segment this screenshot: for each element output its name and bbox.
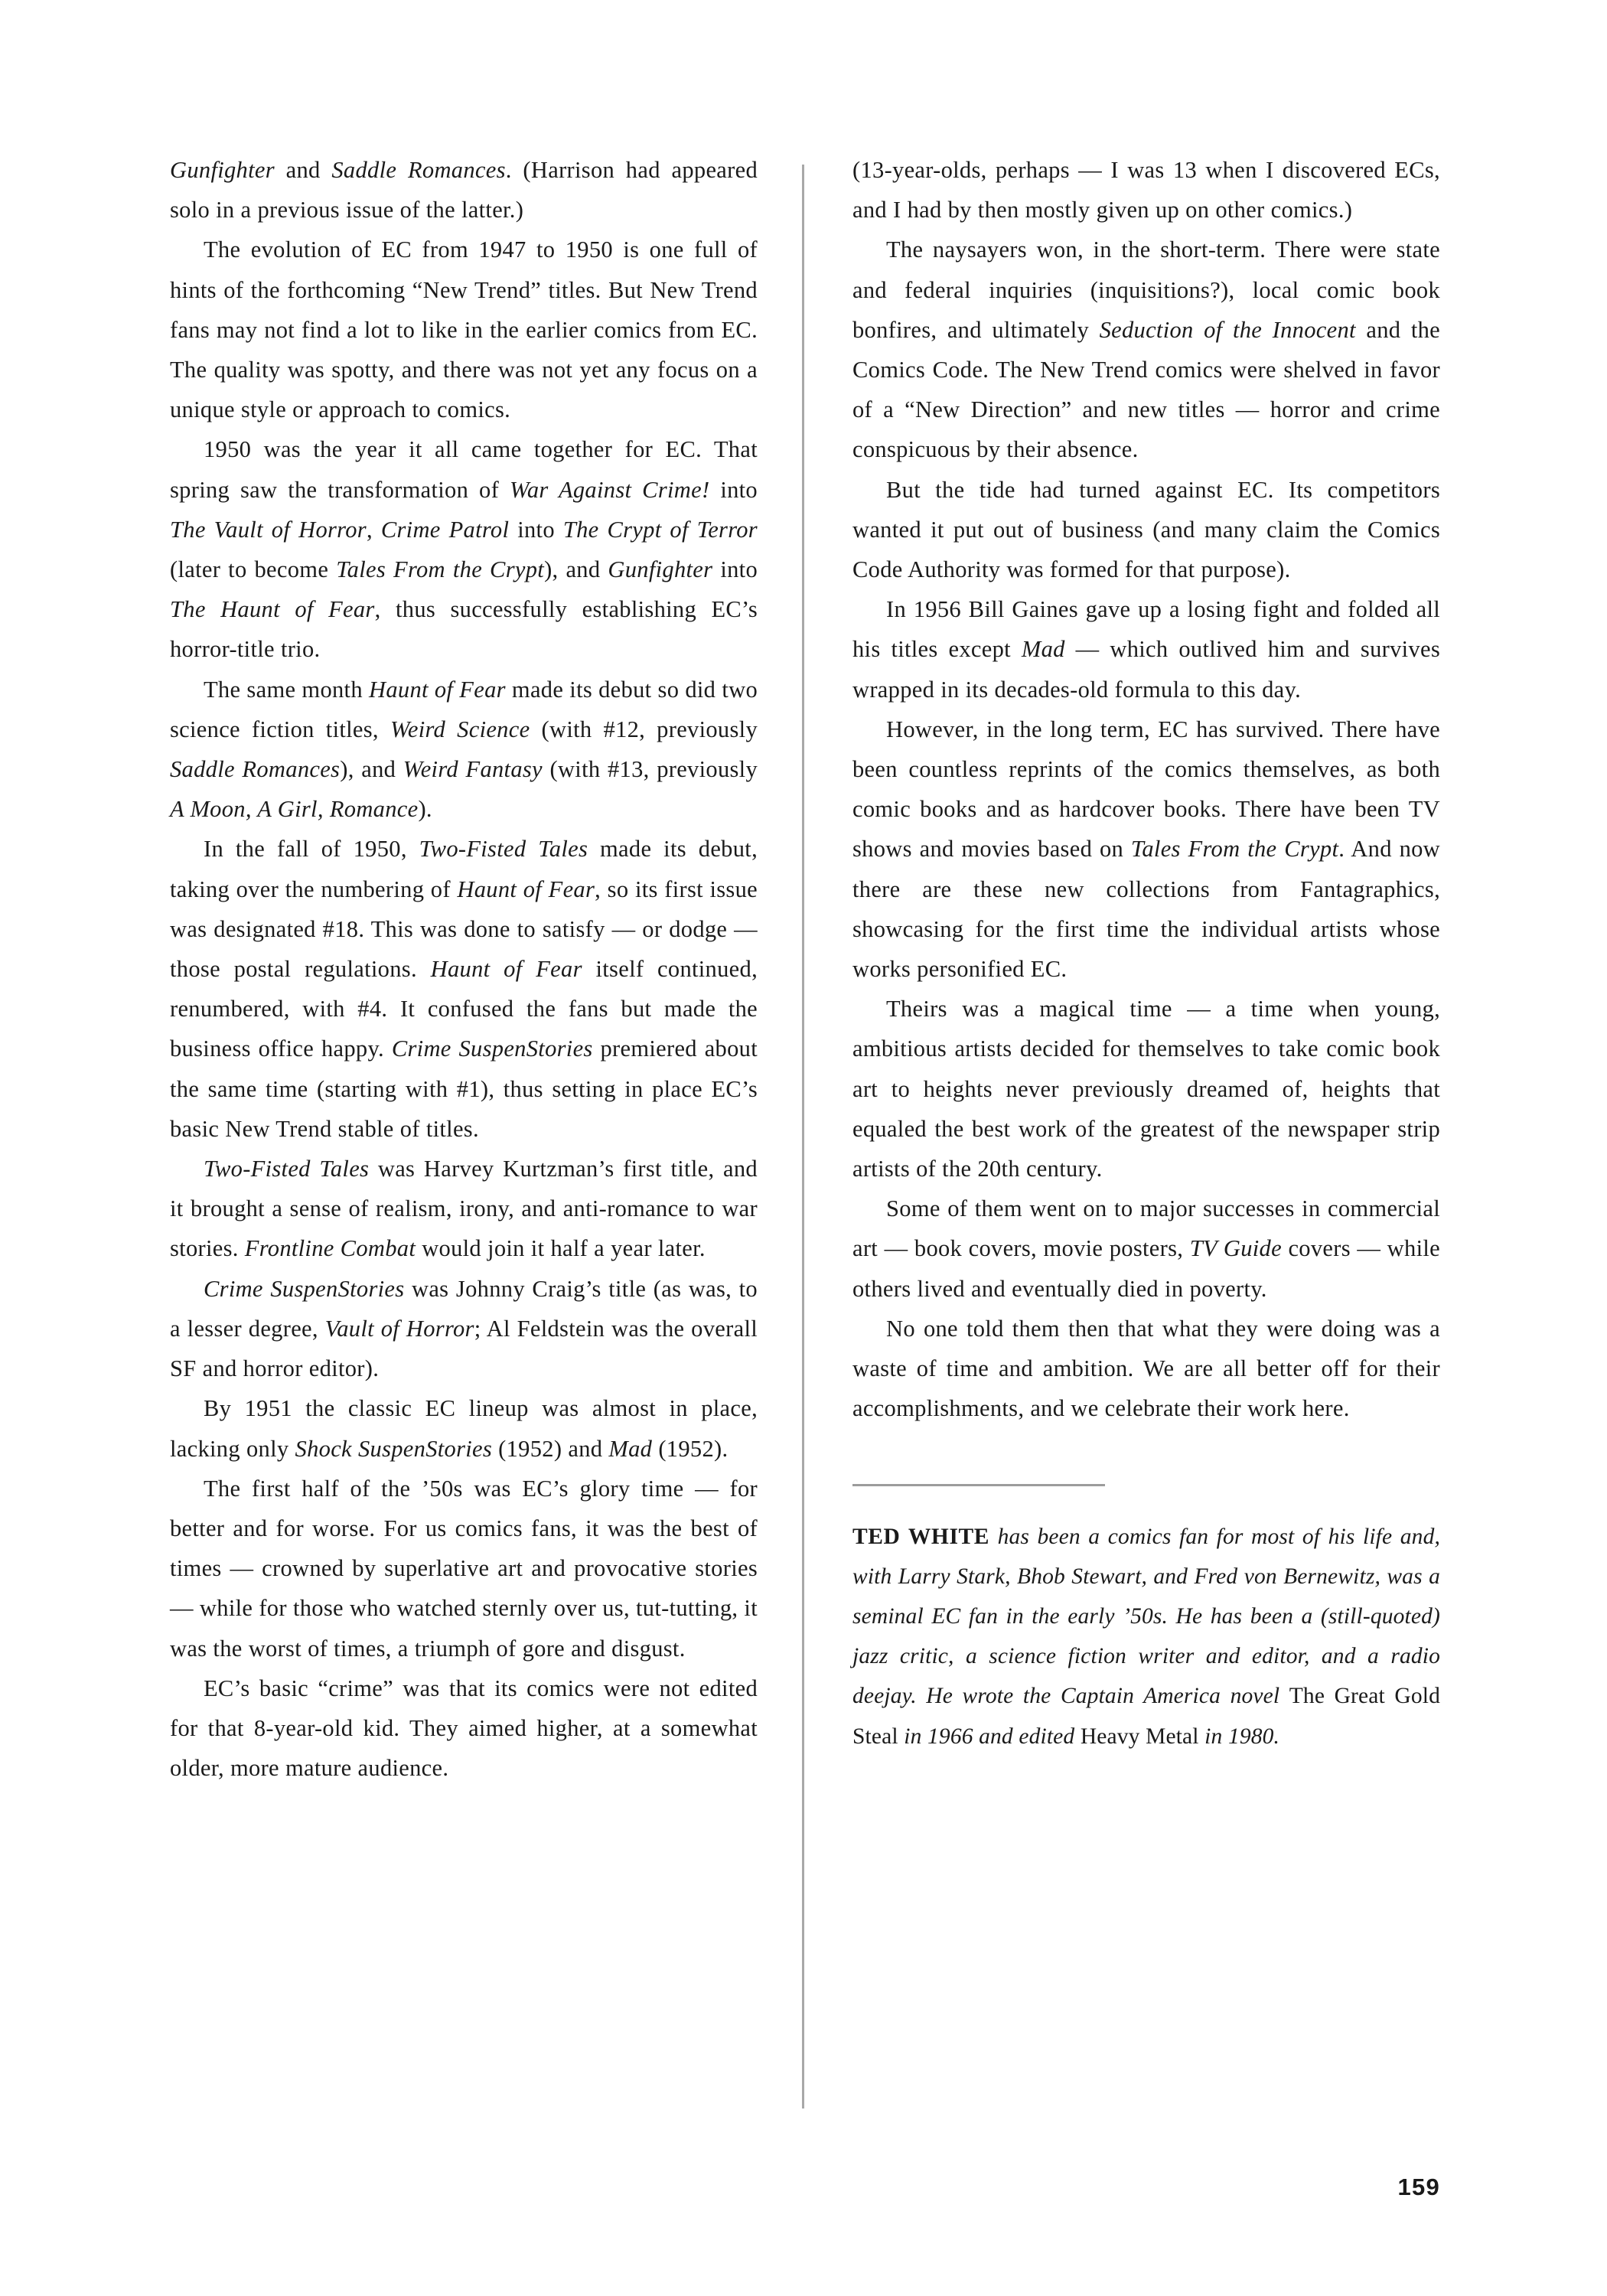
text-run: was Johnny Craig’s title (as was, to a lesser degree, (170, 1275, 758, 1342)
italic-title: Crime Patrol (380, 516, 510, 543)
italic-title: Tales From the Crypt (336, 556, 545, 583)
page-number: 159 (1397, 2174, 1440, 2200)
body-paragraph (852, 589, 1440, 709)
text-run: , (366, 516, 381, 543)
text-run: ). (418, 796, 432, 823)
body-paragraph (852, 470, 1440, 590)
body-paragraph (170, 1269, 758, 1389)
work-title: Heavy Metal (1080, 1724, 1199, 1749)
text-run: and the Comics Code. The New Trend comics were shelved in favor of a “New Direction” and new titles — horror and crime conspicuous by their absence. (852, 316, 1441, 463)
author-name: TED WHITE (852, 1524, 990, 1549)
text-run: made its debut, taking over the numbering of (170, 836, 758, 902)
italic-title: The Vault of Horror (170, 516, 367, 543)
italic-title: Crime SuspenStories (391, 1035, 593, 1062)
italic-title: Gunfighter (170, 157, 275, 183)
text-run: made its debut so did two science fiction titles, (170, 676, 758, 742)
body-paragraph (852, 230, 1440, 469)
italic-title: Saddle Romances (331, 157, 506, 183)
italic-title: Frontline Combat (244, 1235, 416, 1262)
bio-run: in 1966 and edited (898, 1724, 1081, 1749)
italic-title: TV Guide (1189, 1235, 1282, 1262)
right-column (852, 150, 1440, 2109)
body-paragraph (170, 670, 758, 830)
author-bio (852, 1484, 1440, 1756)
italic-title: A Moon, A Girl, Romance (170, 796, 419, 823)
bio-divider-rule (852, 1484, 1105, 1486)
text-run: (later to become (170, 556, 337, 583)
text-run: into (709, 476, 758, 503)
text-run: itself continued, renumbered, with #4. It confused the fans but made the business office happy. (170, 956, 758, 1062)
italic-title: Mad (608, 1435, 653, 1462)
body-paragraph (852, 1189, 1440, 1309)
text-run: . And now there are these new collections from Fantagraphics, showcasing for the first time the individual artists whose works personified EC. (852, 836, 1441, 983)
italic-title: Seduction of the Innocent (1099, 316, 1356, 343)
italic-title: Shock SuspenStories (295, 1435, 493, 1462)
body-paragraph (170, 1668, 758, 1789)
text-run: By 1951 the classic EC lineup was almost in place, lacking only (170, 1395, 758, 1462)
text-run: In the fall of 1950, (204, 836, 419, 863)
italic-title: Saddle Romances (170, 756, 341, 783)
body-paragraph (170, 1149, 758, 1269)
italic-title: Mad (1021, 636, 1065, 663)
text-run: But the tide had turned against EC. Its competitors wanted it put out of business (and many claim the Comics Code Authority was formed for that purpose). (852, 476, 1440, 583)
text-run: No one told them then that what they were doing was a waste of time and ambition. We are all better off for their accomplishments, and we celebrate their work here. (852, 1315, 1440, 1422)
body-paragraph (170, 150, 758, 230)
body-paragraph (170, 429, 758, 669)
body-paragraph (852, 150, 1440, 230)
body-paragraph (170, 1388, 758, 1468)
text-run: EC’s basic “crime” was that its comics were not edited for that 8-year-old kid. They aimed higher, at a somewhat older, more mature audience. (170, 1675, 758, 1782)
text-run: covers — while others lived and eventually died in poverty. (852, 1235, 1440, 1302)
body-paragraph (852, 709, 1440, 989)
text-run: — which outlived him and survives wrapped in its decades-old formula to this day. (852, 636, 1440, 703)
text-run: premiered about the same time (starting with #1), thus setting in place EC’s basic New Trend stable of titles. (170, 1035, 758, 1142)
text-run: ; Al Feldstein was the overall SF and horror editor). (170, 1315, 758, 1382)
italic-title: Crime SuspenStories (204, 1275, 405, 1302)
italic-title: Two-Fisted Tales (204, 1156, 370, 1182)
text-run: was Harvey Kurtzman’s first title, and it brought a sense of realism, irony, and anti-romance to war stories. (170, 1156, 758, 1262)
italic-title: Haunt of Fear (430, 956, 582, 983)
italic-title: Weird Science (390, 716, 530, 742)
text-run: (1952). (652, 1435, 729, 1462)
italic-title: Haunt of Fear (369, 676, 506, 703)
text-run: would join it half a year later. (416, 1235, 706, 1262)
author-bio-text (852, 1517, 1440, 1756)
italic-title: The Crypt of Terror (562, 516, 758, 543)
italic-title: Tales From the Crypt (1130, 836, 1339, 863)
text-columns (170, 150, 1440, 2109)
text-run: Some of them went on to major successes in commercial art — book covers, movie posters, (852, 1195, 1440, 1262)
italic-title: Haunt of Fear (457, 876, 595, 902)
work-title: The Great Gold Steal (852, 1684, 1440, 1749)
text-run: (1952) and (492, 1435, 609, 1462)
bio-run: has been a comics fan for most of his life and, with Larry Stark, Bhob Stewart, and Fred von Bernewitz, was a seminal EC fan in the early ’50s. He has been a (still-quoted) jazz critic, a science fiction writer and editor, and a radio deejay. He wrote the Captain America novel (852, 1524, 1440, 1709)
text-run: The evolution of EC from 1947 to 1950 is one full of hints of the forthcoming “New Trend” titles. But New Trend fans may not find a lot to like in the earlier comics from EC. The quality was spotty, and there was not yet any focus on a unique style or approach to comics. (170, 236, 758, 423)
text-run: and (274, 157, 332, 183)
text-run: The same month (204, 676, 369, 703)
text-run: , so its first issue was designated #18. This was done to satisfy — or dodge — those postal regulations. (170, 876, 758, 983)
body-paragraph (170, 230, 758, 429)
text-run: into (712, 556, 758, 583)
italic-title: Vault of Horror (324, 1315, 474, 1342)
left-column (170, 150, 758, 2109)
text-run: (13-year-olds, perhaps — I was 13 when I discovered ECs, and I had by then mostly given up on other comics.) (852, 157, 1440, 223)
text-run: However, in the long term, EC has survived. There have been countless reprints of the comics themselves, as both comic books and as hardcover books. There have been TV shows and movies based on (852, 716, 1440, 863)
body-paragraph (170, 829, 758, 1149)
italic-title: The Haunt of Fear (170, 596, 375, 623)
italic-title: Two-Fisted Tales (419, 836, 588, 863)
text-run: In 1956 Bill Gaines gave up a losing fight and folded all his titles except (852, 596, 1440, 663)
text-run: The naysayers won, in the short-term. There were state and federal inquiries (inquisitions?), local comic book bonfires, and ultimately (852, 236, 1440, 343)
text-run: . (Harrison had appeared solo in a previous issue of the latter.) (170, 157, 758, 223)
text-run: (with #13, previously (542, 756, 758, 783)
body-paragraph (852, 1309, 1440, 1429)
italic-title: Weird Fantasy (403, 756, 543, 783)
text-run: ), and (544, 556, 608, 583)
text-run: ), and (340, 756, 403, 783)
italic-title: Gunfighter (608, 556, 713, 583)
text-run: The first half of the ’50s was EC’s glory time — for better and for worse. For us comics fans, it was the best of times — crowned by superlative art and provocative stories — while for those who watched sternly over us, tut-tutting, it was the worst of times, a triumph of gore and disgust. (170, 1475, 758, 1662)
text-run: 1950 was the year it all came together for EC. That spring saw the transformation of (170, 436, 758, 503)
body-paragraph (170, 1469, 758, 1668)
bio-run: in 1980. (1198, 1724, 1280, 1749)
body-paragraph (852, 989, 1440, 1189)
text-run: (with #12, previously (530, 716, 758, 742)
italic-title: War Against Crime! (509, 476, 710, 503)
text-run: Theirs was a magical time — a time when young, ambitious artists decided for themselves to take comic book art to heights never previously dreamed of, heights that equaled the best work of the greatest of the newspaper strip artists of the 20th century. (852, 996, 1440, 1182)
text-run: into (509, 516, 563, 543)
text-run: , thus successfully establishing EC’s horror-title trio. (170, 596, 758, 663)
